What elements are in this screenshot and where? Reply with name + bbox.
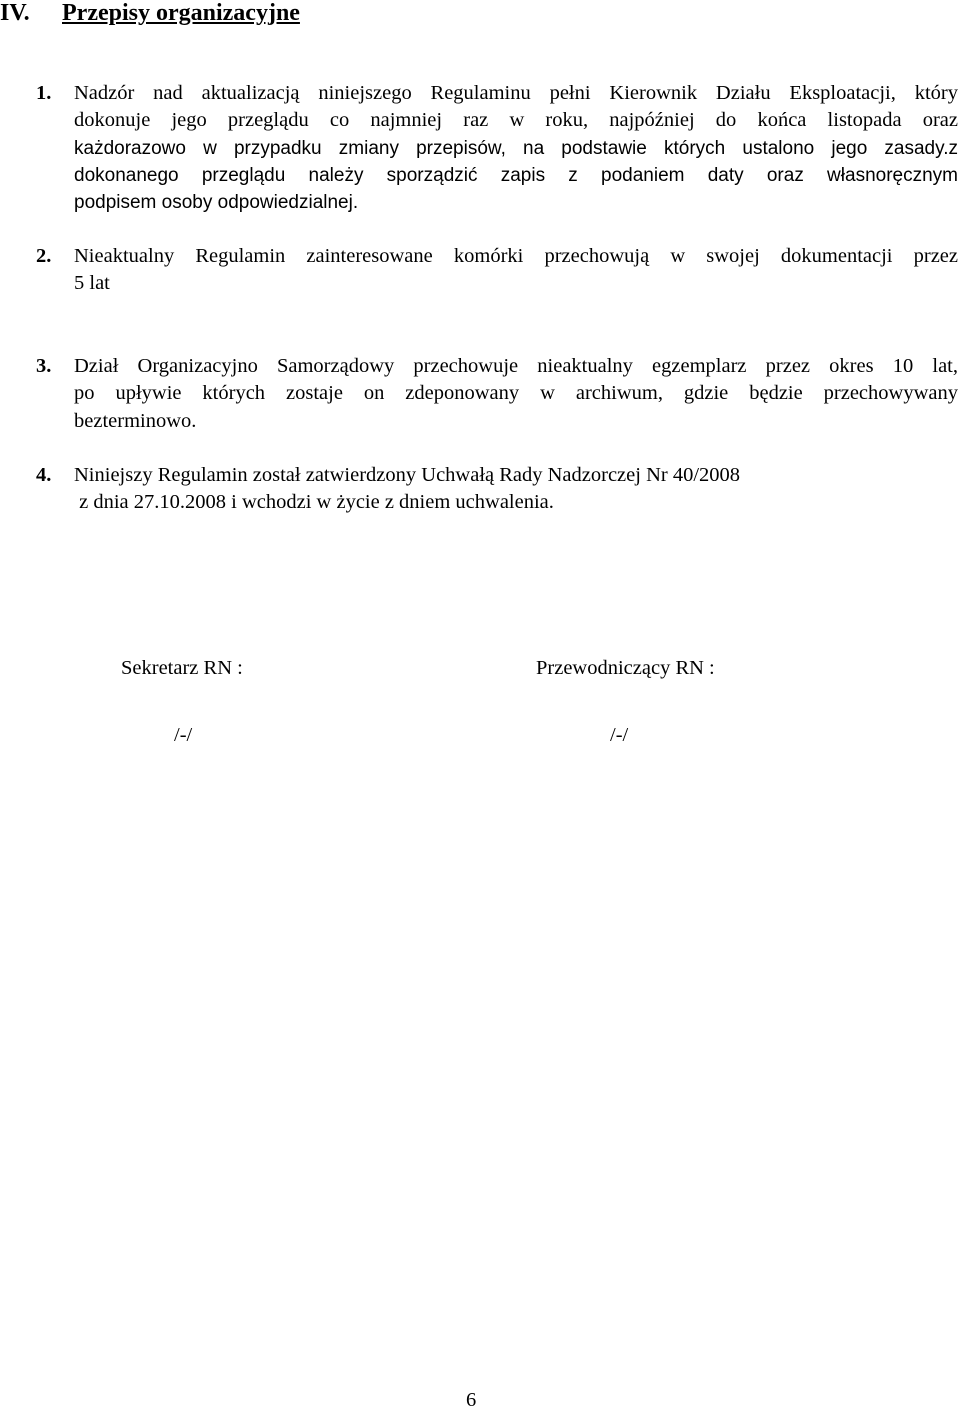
item-line: dokonanego przeglądu należy sporządzić zapis z podaniem daty oraz własnoręcznym — [74, 164, 958, 186]
secretary-signature-label: Sekretarz RN : — [121, 657, 243, 679]
chairman-signature-label: Przewodniczący RN : — [536, 657, 715, 679]
section-title: Przepisy organizacyjne — [62, 0, 300, 26]
item-number: 2. — [36, 245, 52, 267]
item-text — [74, 243, 958, 298]
section-number: IV. — [0, 0, 30, 26]
item-line: Nadzór nad aktualizacją niniejszego Regulaminu pełni Kierownik Działu Eksploatacji, który — [74, 82, 958, 104]
item-number: 3. — [36, 355, 52, 377]
item-text — [74, 353, 958, 435]
item-line: każdorazowo w przypadku zmiany przepisów, na podstawie których ustalono jego zasady.z — [74, 137, 958, 159]
list-item — [36, 243, 958, 298]
list-item — [36, 462, 958, 517]
item-line: Niniejszy Regulamin został zatwierdzony Uchwałą Rady Nadzorczej Nr 40/2008 — [74, 464, 741, 486]
item-line: po upływie których zostaje on zdeponowany w archiwum, gdzie będzie przechowywany — [74, 382, 958, 405]
page-number: 6 — [466, 1389, 477, 1411]
list-item — [36, 353, 958, 435]
item-line: 5 lat — [74, 272, 110, 295]
item-line: bezterminowo. — [74, 409, 197, 432]
secretary-signature-mark: /-/ — [174, 724, 193, 746]
item-text — [74, 80, 958, 216]
item-line: podpisem osoby odpowiedzialnej. — [74, 192, 359, 214]
item-number: 1. — [36, 82, 52, 104]
item-line: Dział Organizacyjno Samorządowy przechowuje nieaktualny egzemplarz przez okres 10 lat, — [74, 355, 958, 377]
section-heading — [0, 0, 300, 26]
item-line: Nieaktualny Regulamin zainteresowane komórki przechowują w swojej dokumentacji przez — [74, 245, 958, 267]
item-text — [74, 462, 958, 517]
item-number: 4. — [36, 464, 52, 486]
item-line: z dnia 27.10.2008 i wchodzi w życie z dniem uchwalenia. — [74, 491, 554, 514]
list-item — [36, 80, 958, 216]
item-line: dokonuje jego przeglądu co najmniej raz w roku, najpóźniej do końca listopada oraz — [74, 109, 958, 132]
chairman-signature-mark: /-/ — [610, 724, 629, 746]
